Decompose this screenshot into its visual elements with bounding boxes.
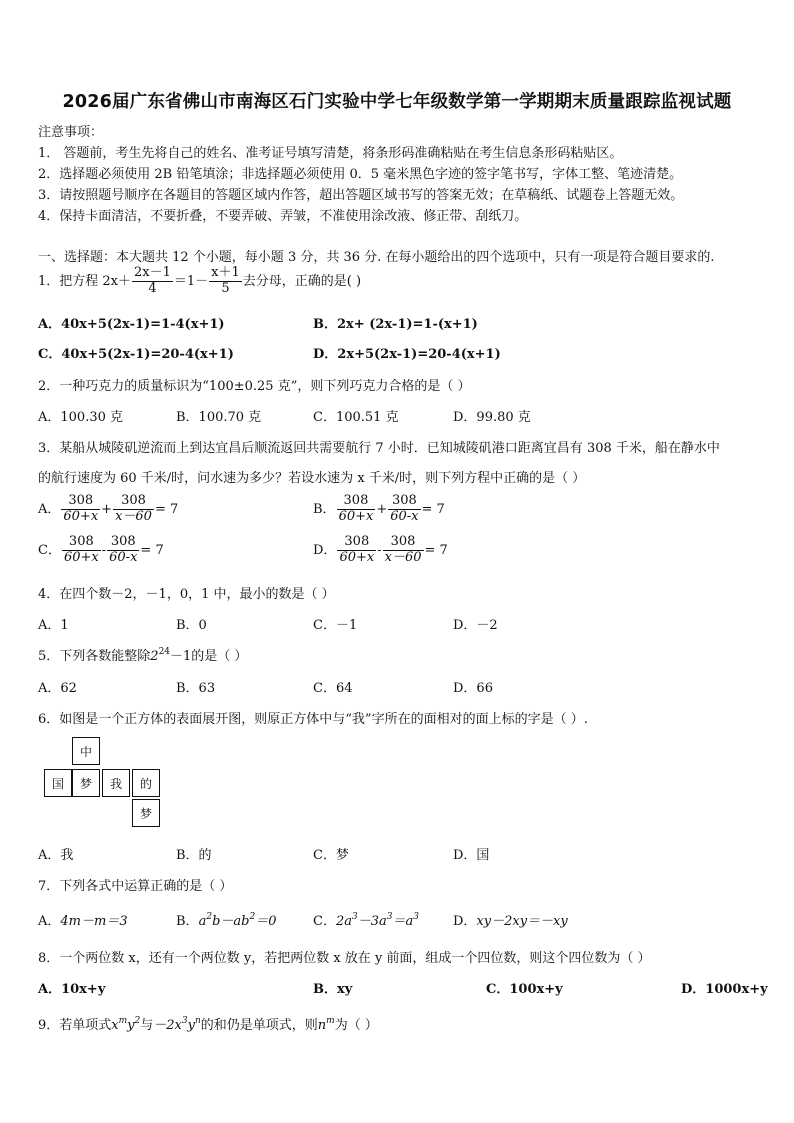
notice-heading: 注意事项： [38,125,104,140]
q6-option-a: A．我 [38,848,74,863]
question-7-stem: 7．下列各式中运算正确的是（ ） [38,879,233,894]
q2-option-d: D．99.80 克 [453,410,531,425]
question-4-stem: 4．在四个数－2，－1，0，1 中，最小的数是（ ） [38,587,335,602]
q1-pre: 1．把方程 2x＋ [38,273,132,289]
q7-option-d: D．xy－2xy＝－xy [453,914,568,929]
q7-option-c: C．$2a^3-3a^3=a^3$ [313,912,419,929]
q8-option-b: B．xy [313,982,353,997]
section-heading: 一、选择题：本大题共 12 个小题，每小题 3 分，共 36 分. 在每小题给出的四个选项中，只有一项是符合题目要求的. [38,250,715,265]
question-1-stem [38,266,361,297]
q1-post: 去分母，正确的是( ) [242,273,362,289]
q1-fraction-2: $\frac{x+1}{5}$ [211,265,240,296]
page-title: 2026届广东省佛山市南海区石门实验中学七年级数学第一学期期末质量跟踪监视试题 [62,92,732,112]
q5-option-b: B．63 [176,681,216,696]
net-face-3: 我 [102,769,130,797]
question-3-line-1: 3．某船从城陵矶逆流而上到达宜昌后顺流返回共需要航行 7 小时．已知城陵矶港口距离宜昌有 308 千米，船在静水中 [38,441,720,456]
q4-option-d: D．－2 [453,618,498,633]
q8-option-d: D．1000x+y [681,982,768,997]
question-8-stem: 8．一个两位数 x，还有一个两位数 y，若把两位数 x 放在 y 前面，组成一个四位数，则这个四位数为（ ） [38,951,651,966]
q7-option-a: A．4m－m＝3 [38,914,128,929]
q3-option-b: B． $\frac{308}{60+x}$ + $\frac{308}{60-x}$ = 7 [313,493,445,524]
q3-option-d: D． $\frac{308}{60+x}$ - $\frac{308}{x-60}$ = 7 [313,534,448,565]
q4-option-a: A．1 [38,618,69,633]
question-9-stem: 9．若单项式$x^my^2$与$-2x^3y^n$的和仍是单项式，则$n^m$为（ ） [38,1016,378,1033]
q5-option-d: D．66 [453,681,493,696]
q8-option-a: A．10x+y [38,982,106,997]
q1-option-c: C．40x+5(2x-1)=20-4(x+1) [38,347,234,362]
q1-mid: ＝1－ [173,273,209,289]
notice-item-2: 2．选择题必须使用 2B 铅笔填涂；非选择题必须使用 0．5 毫米黑色字迹的签字笔书写，字体工整、笔迹清楚。 [38,167,683,182]
question-6-stem: 6．如图是一个正方体的表面展开图，则原正方体中与“我”字所在的面相对的面上标的字是（ ）. [38,712,588,727]
question-2-stem: 2．一种巧克力的质量标识为“100±0.25 克”，则下列巧克力合格的是（ ） [38,379,471,394]
net-face-1: 国 [44,769,72,797]
q2-option-a: A．100.30 克 [38,410,124,425]
notice-item-4: 4．保持卡面清洁，不要折叠，不要弄破、弄皱，不准使用涂改液、修正带、刮纸刀。 [38,209,528,224]
cube-net-figure [44,737,164,829]
q5-option-a: A．62 [38,681,77,696]
net-face-bottom: 梦 [132,799,160,827]
q7-option-b: B．$a^2b-ab^2=0$ [176,912,277,929]
q8-option-c: C．100x+y [486,982,563,997]
question-3-line-2: 的航行速度为 60 千米/时，问水速为多少？若设水速为 x 千米/时，则下列方程中正确的是（ ） [38,471,586,486]
q1-option-d: D．2x+5(2x-1)=20-4(x+1) [313,347,501,362]
notice-item-1: 1． 答题前，考生先将自己的姓名、准考证号填写清楚，将条形码准确粘贴在考生信息条形码粘贴区。 [38,146,623,161]
q2-option-c: C．100.51 克 [313,410,399,425]
net-face-2: 梦 [72,769,100,797]
question-5-stem: 5．下列各数能整除$2^{24}-1$的是（ ） [38,647,248,664]
q6-option-c: C．梦 [313,848,349,863]
q1-option-b: B．2x+ (2x-1)=1-(x+1) [313,317,478,332]
q4-option-c: C．－1 [313,618,358,633]
q3-option-a: A． $\frac{308}{60+x}$ + $\frac{308}{x-60}$ = 7 [38,493,179,524]
q2-option-b: B．100.70 克 [176,410,262,425]
q6-option-b: B．的 [176,848,212,863]
q3-option-c: C． $\frac{308}{60+x}$ - $\frac{308}{60-x}$ = 7 [38,534,164,565]
net-face-top: 中 [72,737,100,765]
notice-item-3: 3．请按照题号顺序在各题目的答题区域内作答，超出答题区域书写的答案无效；在草稿纸、试题卷上答题无效。 [38,188,684,203]
q1-option-a: A．40x+5(2x-1)=1-4(x+1) [38,317,225,332]
q1-fraction-1: $\frac{2x-1}{4}$ [134,265,171,296]
q4-option-b: B．0 [176,618,207,633]
q6-option-d: D．国 [453,848,490,863]
net-face-4: 的 [132,769,160,797]
q5-option-c: C．64 [313,681,353,696]
